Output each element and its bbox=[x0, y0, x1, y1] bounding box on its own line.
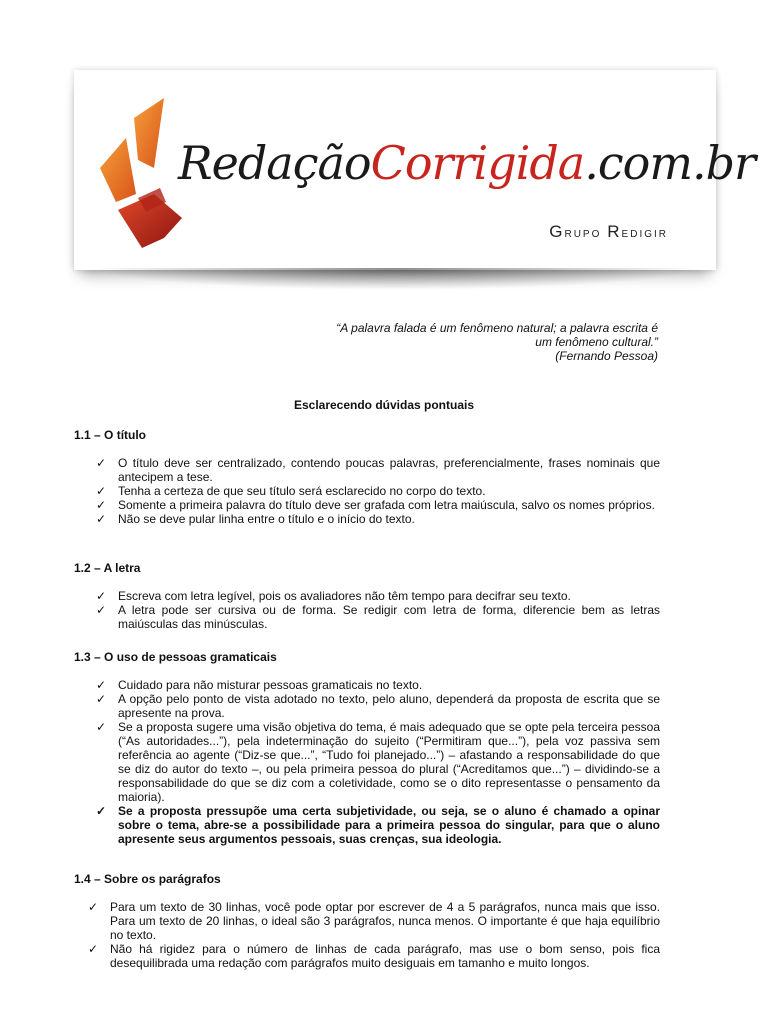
group-initial-2: R bbox=[607, 222, 622, 241]
list-item-text: Se a proposta pressupõe uma certa subjetividade, ou seja, se o aluno é chamado a opinar sobre o tema, abre-se a possibilidade para a primeira pessoa do singular, para que o aluno apresente seus argumentos pessoais, suas crenças, sua ideologia. bbox=[118, 804, 660, 846]
list-item-text: Cuidado para não misturar pessoas gramaticais no texto. bbox=[118, 678, 423, 692]
brand-part-1: Redação bbox=[178, 136, 371, 190]
list-item bbox=[74, 678, 660, 692]
check-icon: ✓ bbox=[96, 804, 107, 818]
checklist bbox=[74, 678, 660, 846]
group-word-2: edigir bbox=[621, 224, 668, 240]
list-item bbox=[74, 484, 660, 498]
section-heading: 1.4 – Sobre os parágrafos bbox=[74, 872, 221, 886]
brand-wordmark bbox=[178, 136, 755, 190]
check-icon: ✓ bbox=[88, 900, 99, 914]
redacao-logo-icon bbox=[94, 98, 186, 248]
list-item-text: Se a proposta sugere uma visão objetiva do tema, é mais adequado que se opte pela terceira pessoa (“As autoridades...”), pela indeterminação do sujeito (“Permitiram que...”), pela voz passiva sem referência ao agente (“Diz-se que...”, “Tudo foi planejado...”) – afastando a responsabilidade do que se diz do autor do texto –, ou pela primeira pessoa do plural (“Acreditamos que...”) – dividindo-se a responsabilidade do que se diz com a coletividade, como se o dito representasse o pensamento da maioria). bbox=[118, 720, 660, 804]
list-item-text: A letra pode ser cursiva ou de forma. Se redigir com letra de forma, diferencie bem as letras maiúsculas das minúsculas. bbox=[118, 603, 660, 631]
list-item-text: Tenha a certeza de que seu título será esclarecido no corpo do texto. bbox=[118, 484, 486, 498]
section-pessoas-gramaticais bbox=[74, 650, 660, 846]
list-item-text: Somente a primeira palavra do título deve ser grafada com letra maiúscula, salvo os nomes próprios. bbox=[118, 498, 655, 512]
list-item bbox=[74, 456, 660, 484]
section-letra bbox=[74, 561, 660, 631]
list-item bbox=[74, 720, 660, 804]
list-item-text: Para um texto de 30 linhas, você pode optar por escrever de 4 a 5 parágrafos, nunca mais que isso. Para um texto de 20 linhas, o ideal são 3 parágrafos, nunca menos. O importante é que haja equilíbrio no texto. bbox=[110, 900, 660, 942]
list-item bbox=[74, 942, 660, 970]
list-item-text: Escreva com letra legível, pois os avaliadores não têm tempo para decifrar seu texto. bbox=[118, 589, 571, 603]
section-heading: 1.2 – A letra bbox=[74, 561, 141, 575]
check-icon: ✓ bbox=[96, 498, 107, 512]
check-icon: ✓ bbox=[88, 942, 99, 956]
check-icon: ✓ bbox=[96, 603, 107, 617]
section-titulo bbox=[74, 428, 660, 526]
check-icon: ✓ bbox=[96, 678, 107, 692]
section-heading: 1.3 – O uso de pessoas gramaticais bbox=[74, 650, 277, 664]
check-icon: ✓ bbox=[96, 512, 107, 526]
document-title: Esclarecendo dúvidas pontuais bbox=[293, 398, 475, 412]
section-heading: 1.1 – O título bbox=[74, 428, 147, 442]
epigraph-quote bbox=[238, 321, 658, 363]
list-item-text: A opção pelo ponto de vista adotado no texto, pelo aluno, dependerá da proposta de escrita que se apresente na prova. bbox=[118, 692, 660, 720]
check-icon: ✓ bbox=[96, 692, 107, 706]
list-item bbox=[74, 498, 660, 512]
brand-part-2: Corrigida bbox=[370, 136, 585, 190]
check-icon: ✓ bbox=[96, 484, 107, 498]
list-item bbox=[74, 900, 660, 942]
list-item bbox=[74, 589, 660, 603]
list-item-text: O título deve ser centralizado, contendo poucas palavras, preferencialmente, frases nominais que antecipem a tese. bbox=[118, 456, 660, 484]
list-item bbox=[74, 692, 660, 720]
checklist bbox=[74, 589, 660, 631]
list-item bbox=[74, 804, 660, 846]
brand-part-3: .com.br bbox=[584, 136, 756, 190]
group-word-1: rupo bbox=[564, 224, 602, 240]
list-item-text: Não há rigidez para o número de linhas de cada parágrafo, mas use o bom senso, pois fica desequilibrada uma redação com parágrafos muito desiguais em tamanho e muito longos. bbox=[110, 942, 660, 970]
banner-shadow bbox=[90, 268, 700, 290]
checklist bbox=[74, 456, 660, 526]
quote-author: (Fernando Pessoa) bbox=[555, 349, 658, 363]
list-item bbox=[74, 512, 660, 526]
check-icon: ✓ bbox=[96, 456, 107, 470]
check-icon: ✓ bbox=[96, 589, 107, 603]
quote-line-1: “A palavra falada é um fenômeno natural; a palavra escrita é bbox=[336, 321, 658, 335]
check-icon: ✓ bbox=[96, 720, 107, 734]
checklist bbox=[74, 900, 660, 970]
list-item bbox=[74, 603, 660, 631]
list-item-text: Não se deve pular linha entre o título e o início do texto. bbox=[118, 512, 415, 526]
header-banner bbox=[74, 70, 756, 270]
group-initial-1: G bbox=[549, 222, 565, 241]
section-paragrafos bbox=[74, 872, 660, 970]
group-tagline bbox=[549, 222, 668, 242]
quote-line-2: um fenômeno cultural.” bbox=[535, 335, 658, 349]
